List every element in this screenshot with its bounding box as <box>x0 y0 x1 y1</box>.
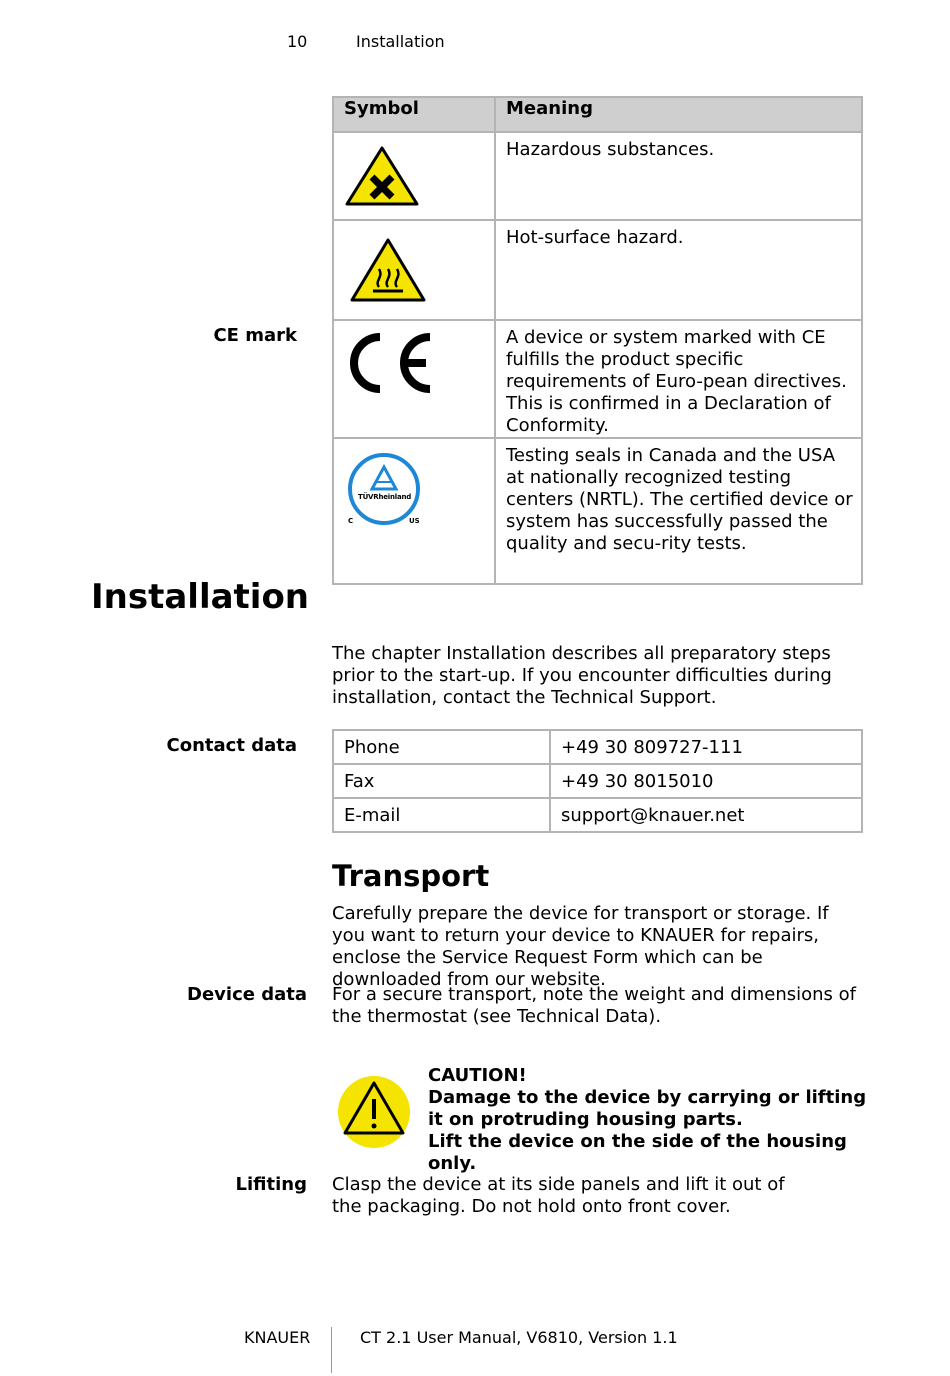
contact-table <box>332 729 863 833</box>
footer-manual: CT 2.1 User Manual, V6810, Version 1.1 <box>360 1328 678 1347</box>
caution-line-2: Lift the device on the side of the housing only. <box>428 1131 847 1174</box>
column-header-symbol: Symbol <box>333 97 495 132</box>
contact-value[interactable]: support@knauer.net <box>550 798 862 832</box>
contact-label: Phone <box>333 730 550 764</box>
caution-line-1: Damage to the device by carrying or lifting it on protruding housing parts. <box>428 1087 867 1130</box>
installation-intro: The chapter Installation describes all preparatory steps prior to the start-up. If you encounter difficulties during installation, contact the Technical Support. <box>332 643 832 708</box>
ce-mark-icon <box>342 331 436 395</box>
meaning-cell: Testing seals in Canada and the USA at nationally recognized testing centers (NRTL). The certified device or system has successfully passed the quality and secu-rity tests. <box>495 438 862 584</box>
tuv-c-label: C <box>348 517 354 525</box>
side-label-contact-data: Contact data <box>166 735 297 756</box>
contact-value: +49 30 809727-111 <box>550 730 862 764</box>
table-row <box>333 220 862 320</box>
symbol-cell <box>333 320 495 438</box>
contact-label: Fax <box>333 764 550 798</box>
caution-title: CAUTION! <box>428 1065 527 1086</box>
lifting-text: Clasp the device at its side panels and lift it out of the packaging. Do not hold onto front cover. <box>332 1174 785 1217</box>
contact-label: E-mail <box>333 798 550 832</box>
table-row <box>333 320 862 438</box>
running-header: Installation <box>356 32 445 51</box>
tuv-seal-icon <box>346 451 422 527</box>
table-row <box>333 798 862 832</box>
caution-block <box>428 1065 868 1175</box>
symbol-cell <box>333 220 495 320</box>
side-label-ce-mark: CE mark <box>213 325 297 346</box>
table-row <box>333 764 862 798</box>
contact-value: +49 30 8015010 <box>550 764 862 798</box>
footer-divider <box>331 1327 332 1373</box>
table-row <box>333 132 862 220</box>
tuv-label: TÜVRheinland <box>358 493 412 501</box>
meaning-cell: Hot-surface hazard. <box>495 220 862 320</box>
table-header-row <box>333 97 862 132</box>
transport-paragraph: Carefully prepare the device for transport or storage. If you want to return your device to KNAUER for repairs, enclose the Service Request Form which can be downloaded from our website. <box>332 903 829 990</box>
table-row <box>333 438 862 584</box>
symbol-table <box>332 96 863 585</box>
symbol-cell <box>333 132 495 220</box>
device-data-text: For a secure transport, note the weight and dimensions of the thermostat (see Technical Data). <box>332 984 856 1027</box>
side-label-lifting: Lifiting <box>235 1174 307 1195</box>
column-header-meaning: Meaning <box>495 97 862 132</box>
hazardous-substances-icon <box>344 145 420 207</box>
meaning-cell: A device or system marked with CE fulfills the product specific requirements of Euro-pean directives. This is confirmed in a Declaration of Conformity. <box>495 320 862 438</box>
transport-heading: Transport <box>332 859 490 893</box>
symbol-cell <box>333 438 495 584</box>
side-label-device-data: Device data <box>187 984 307 1005</box>
table-row <box>333 730 862 764</box>
footer-brand: KNAUER <box>244 1328 311 1347</box>
page-number: 10 <box>287 32 308 51</box>
meaning-cell: Hazardous substances. <box>495 132 862 220</box>
tuv-us-label: US <box>409 517 420 525</box>
hot-surface-icon <box>349 237 427 303</box>
warning-icon <box>336 1074 412 1150</box>
installation-heading: Installation <box>91 577 310 617</box>
